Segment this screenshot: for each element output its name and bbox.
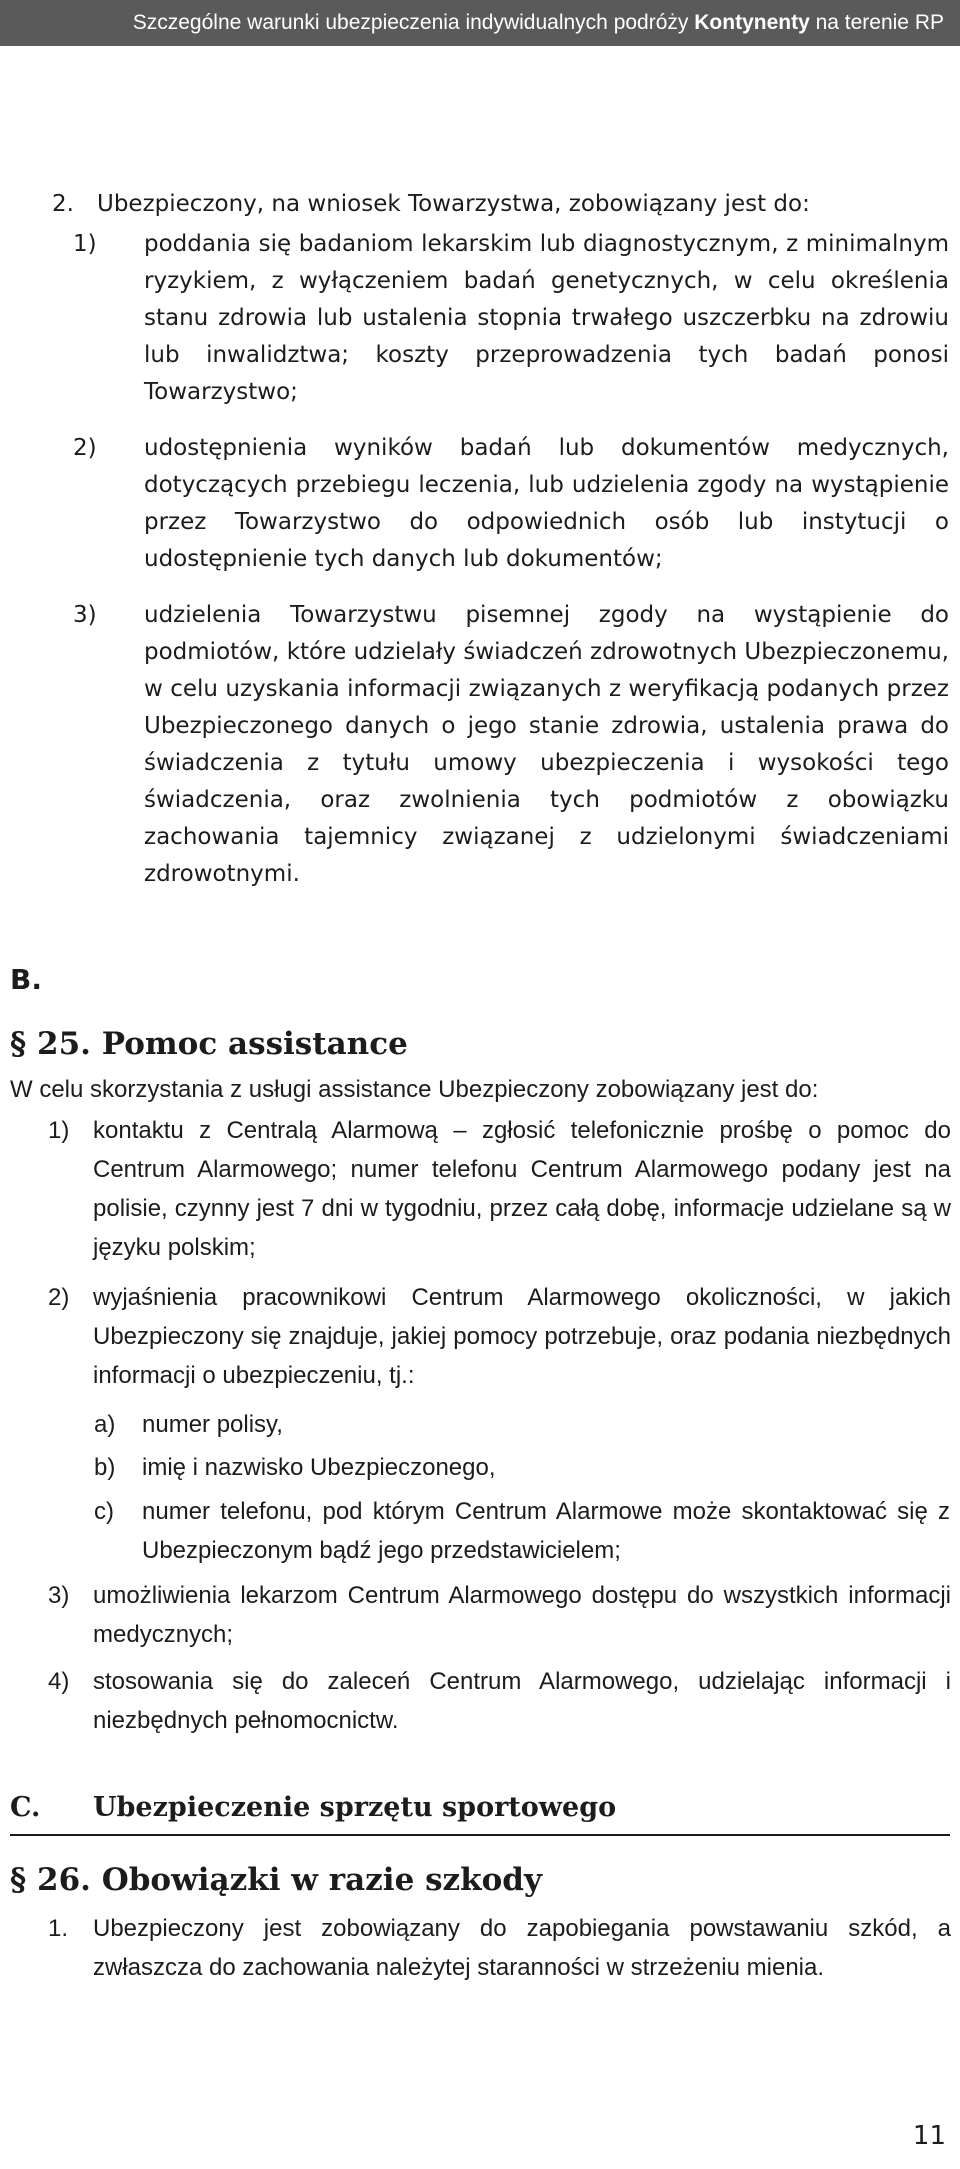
sub-item-number: b) (94, 1454, 116, 1481)
list-item-number: 2) (73, 435, 97, 461)
list-item-text: udostępnienia wyników badań lub dokumentów medycznych, dotyczących przebiegu leczenia, lub udzielenia zgody na wystąpienie przez Towarzystwo do odpowiednich osób lub instytucji o udostępnienie tych danych lub dokumentów; (144, 435, 949, 572)
sub-item-text: numer polisy, (142, 1411, 283, 1438)
paragraph-lead: Ubezpieczony, na wniosek Towarzystwa, zobowiązany jest do: (97, 191, 810, 217)
list-item-text: poddania się badaniom lekarskim lub diagnostycznym, z minimalnym ryzykiem, z wyłączeniem badań genetycznych, w celu określenia stanu zdrowia lub ustalenia stopnia trwałego uszczerbku na zdrowiu lub inwalidztwa; koszty przeprowadzenia tych badań ponosi Towarzystwo; (144, 231, 949, 405)
header-title-start: Szczególne warunki ubezpieczenia indywidualnych podróży (132, 11, 695, 34)
sub-item-text: imię i nazwisko Ubezpieczonego, (142, 1454, 496, 1481)
list-item-number: 1) (48, 1117, 70, 1144)
list-item-text: udzielenia Towarzystwu pisemnej zgody na wystąpienie do podmiotów, które udzielały świadczeń zdrowotnych Ubezpieczonemu, w celu uzyskania informacji związanych z weryfikacją podanych przez Ubezpieczonego danych o jego stanie zdrowia, ustalenia prawa do świadczenia z tytułu umowy ubezpieczenia i wysokości tego świadczenia, oraz zwolnienia tych podmiotów z obowiązku zachowania tajemnicy związanej z udzielonymi świadczeniami zdrowotnymi. (144, 602, 949, 887)
list-item-number: 2) (48, 1284, 70, 1311)
sub-item-number: a) (94, 1411, 116, 1438)
section-25-intro: W celu skorzystania z usługi assistance Ubezpieczony zobowiązany jest do: (10, 1076, 819, 1103)
list-item-text: umożliwienia lekarzom Centrum Alarmowego dostępu do wszystkich informacji medycznych; (93, 1582, 951, 1648)
sub-item-number: c) (94, 1498, 114, 1525)
paragraph-number: 2. (52, 191, 74, 217)
page-number: 11 (912, 2121, 946, 2151)
part-c-title: Ubezpieczenie sprzętu sportowego (93, 1792, 617, 1823)
section-divider (10, 1834, 950, 1836)
list-item-text: kontaktu z Centralą Alarmową – zgłosić telefonicznie prośbę o pomoc do Centrum Alarmowego; numer telefonu Centrum Alarmowego podany jest na polisie, czynny jest 7 dni w tygodniu, przez całą dobę, informacje udzielane są w języku polskim; (93, 1117, 951, 1261)
part-b-label: B. (10, 963, 42, 996)
list-item-text: stosowania się do zaleceń Centrum Alarmowego, udzielając informacji i niezbędnych pełnomocnictw. (93, 1668, 951, 1734)
section-26-heading: § 26. Obowiązki w razie szkody (10, 1862, 542, 1898)
list-item-number: 1) (73, 231, 97, 257)
header-title-product: Kontynenty (694, 11, 810, 34)
list-item-number: 1. (48, 1915, 69, 1942)
list-item-number: 3) (73, 602, 97, 628)
part-c-label: C. (10, 1792, 41, 1823)
section-25-heading: § 25. Pomoc assistance (10, 1026, 408, 1062)
page-header (0, 0, 960, 46)
list-item-text: wyjaśnienia pracownikowi Centrum Alarmowego okoliczności, w jakich Ubezpieczony się znajduje, jakiej pomocy potrzebuje, oraz podania niezbędnych informacji o ubezpieczeniu, tj.: (93, 1284, 951, 1389)
list-item-number: 4) (48, 1668, 70, 1695)
sub-item-text: numer telefonu, pod którym Centrum Alarmowe może skontaktować się z Ubezpieczonym bądź jego przedstawicielem; (142, 1498, 950, 1564)
list-item-text: Ubezpieczony jest zobowiązany do zapobiegania powstawaniu szkód, a zwłaszcza do zachowania należytej staranności w strzeżeniu mienia. (93, 1915, 951, 1981)
header-title-end: na terenie RP (809, 11, 944, 34)
list-item-number: 3) (48, 1582, 70, 1609)
